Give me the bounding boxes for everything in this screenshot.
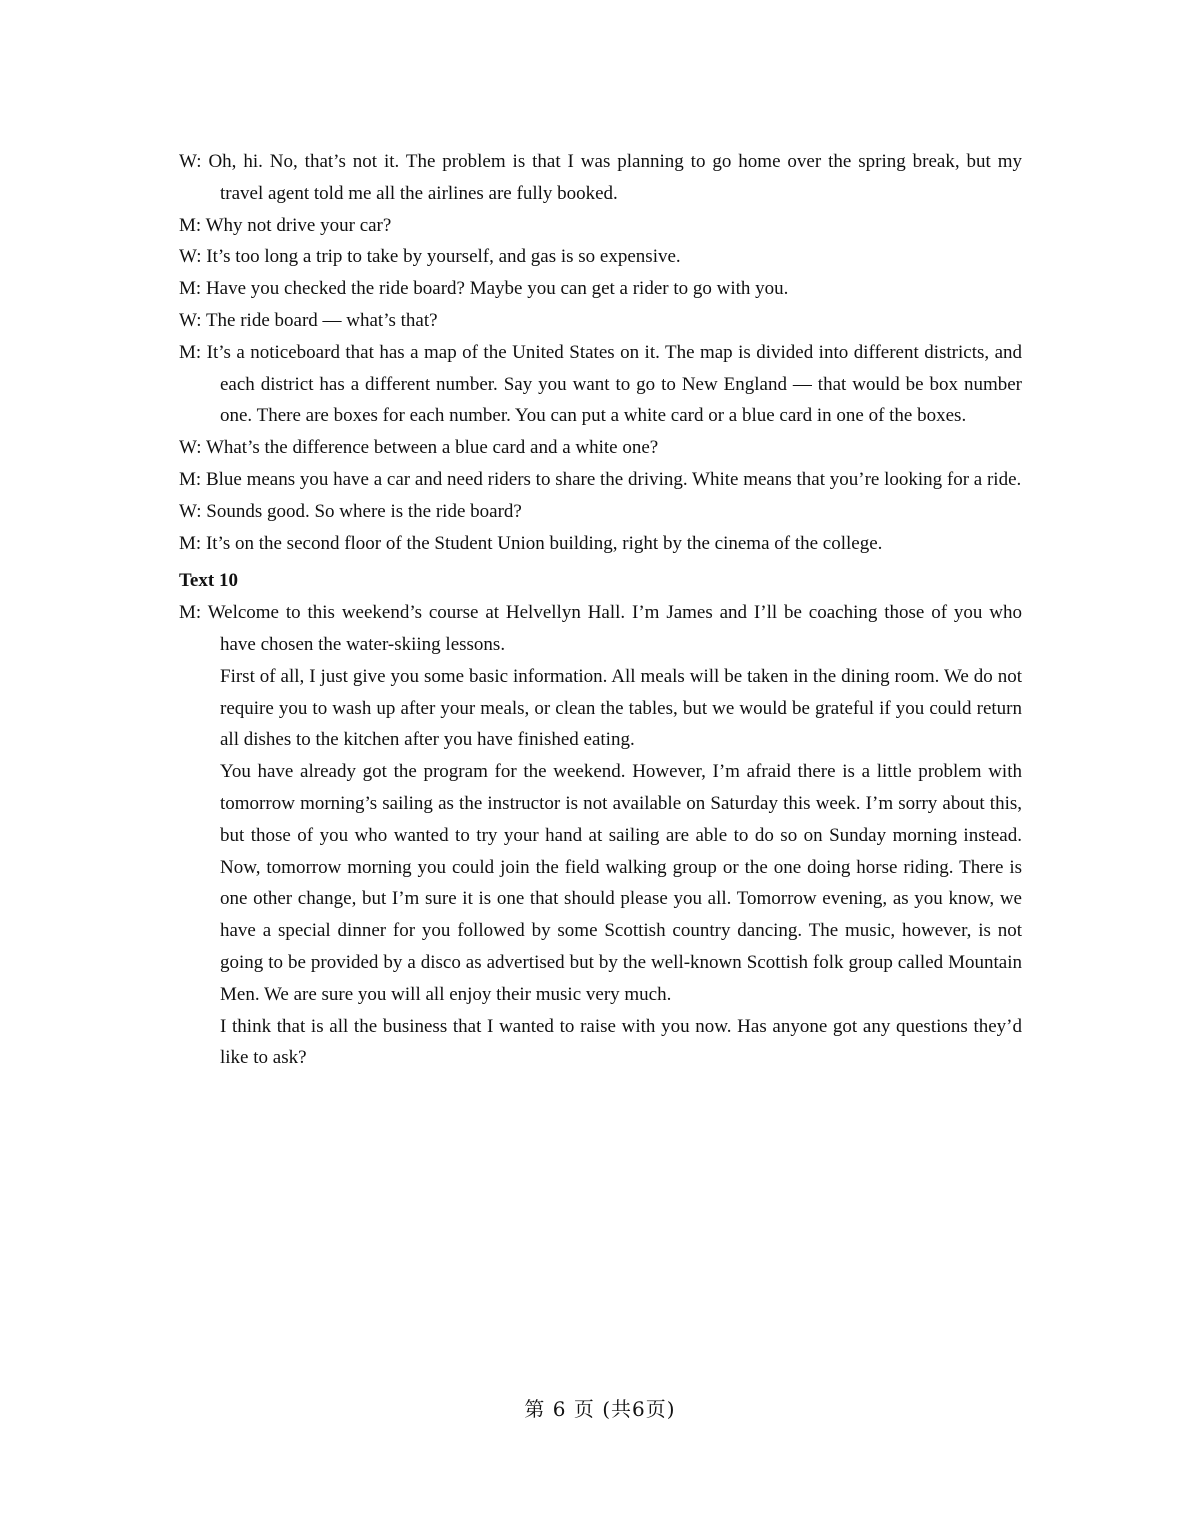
line-text: Oh, hi. No, that’s not it. The problem is that I was planning to go home over the spring break, but my travel agent told me all the airlines are fully booked. <box>208 151 1022 204</box>
dialogue-line <box>179 241 1022 273</box>
page-footer: 第 6 页 (共6页) <box>524 1397 676 1421</box>
document-body <box>179 146 1022 1074</box>
speaker-label: M: <box>179 214 202 236</box>
dialogue-line <box>179 305 1022 337</box>
dialogue-line <box>179 496 1022 528</box>
line-text: The ride board — what’s that? <box>205 309 438 331</box>
dialogue-line <box>179 432 1022 464</box>
dialogue-line <box>179 273 1022 305</box>
dialogue-line <box>179 528 1022 560</box>
line-text: Have you checked the ride board? Maybe you can get a rider to go with you. <box>205 278 789 300</box>
monologue-paragraph: You have already got the program for the weekend. However, I’m afraid there is a little problem with tomorrow morning’s sailing as the instructor is not available on Saturday this week. I’m sorry about this, but those of you who wanted to try your hand at sailing are able to do so on Sunday morning instead. Now, tomorrow morning you could join the field walking group or the one doing horse riding. There is one other change, but I’m sure it is one that should please you all. Tomorrow evening, as you know, we have a special dinner for you followed by some Scottish country dancing. The music, however, is not going to be provided by a disco as advertised but by the well-known Scottish folk group called Mountain Men. We are sure you will all enjoy their music very much. <box>220 761 1022 1005</box>
dialogue-line <box>179 337 1022 432</box>
dialogue-line <box>179 464 1022 496</box>
line-text: It’s too long a trip to take by yourself, and gas is so expensive. <box>206 246 681 268</box>
line-text: It’s on the second floor of the Student Union building, right by the cinema of the college. <box>205 532 883 554</box>
line-text: It’s a noticeboard that has a map of the United States on it. The map is divided into different districts, and each district has a different number. Say you want to go to New England — that would be box number one. There are boxes for each number. You can put a white card or a blue card in one of the boxes. <box>206 341 1022 427</box>
speaker-label: M: <box>179 532 202 554</box>
section-heading: Text 10 <box>179 570 238 592</box>
line-text: Blue means you have a car and need riders to share the driving. White means that you’re looking for a ride. <box>205 468 1022 490</box>
monologue-paragraph: I think that is all the business that I wanted to raise with you now. Has anyone got any questions they’d like to ask? <box>220 1015 1022 1069</box>
dialogue-line <box>179 146 1022 210</box>
speaker-label: W: <box>179 246 202 268</box>
speaker-label: M: <box>179 468 202 490</box>
dialogue-line <box>179 210 1022 242</box>
line-text: What’s the difference between a blue card and a white one? <box>205 437 659 459</box>
line-text: Sounds good. So where is the ride board? <box>206 500 522 522</box>
speaker-label: M: <box>179 278 202 300</box>
monologue-first <box>179 597 1022 661</box>
speaker-label: M: <box>179 341 202 363</box>
speaker-label: W: <box>179 151 202 172</box>
speaker-label: W: <box>179 309 202 331</box>
speaker-label: M: <box>179 602 202 624</box>
line-text: Why not drive your car? <box>205 214 392 236</box>
line-text: Welcome to this weekend’s course at Helvellyn Hall. I’m James and I’ll be coaching those of you who have chosen the water-skiing lessons. <box>207 602 1022 655</box>
speaker-label: W: <box>179 437 202 459</box>
monologue-paragraph: First of all, I just give you some basic information. All meals will be taken in the dining room. We do not require you to wash up after your meals, or clean the tables, but we would be grateful if you could return all dishes to the kitchen after you have finished eating. <box>220 665 1022 751</box>
speaker-label: W: <box>179 500 202 522</box>
